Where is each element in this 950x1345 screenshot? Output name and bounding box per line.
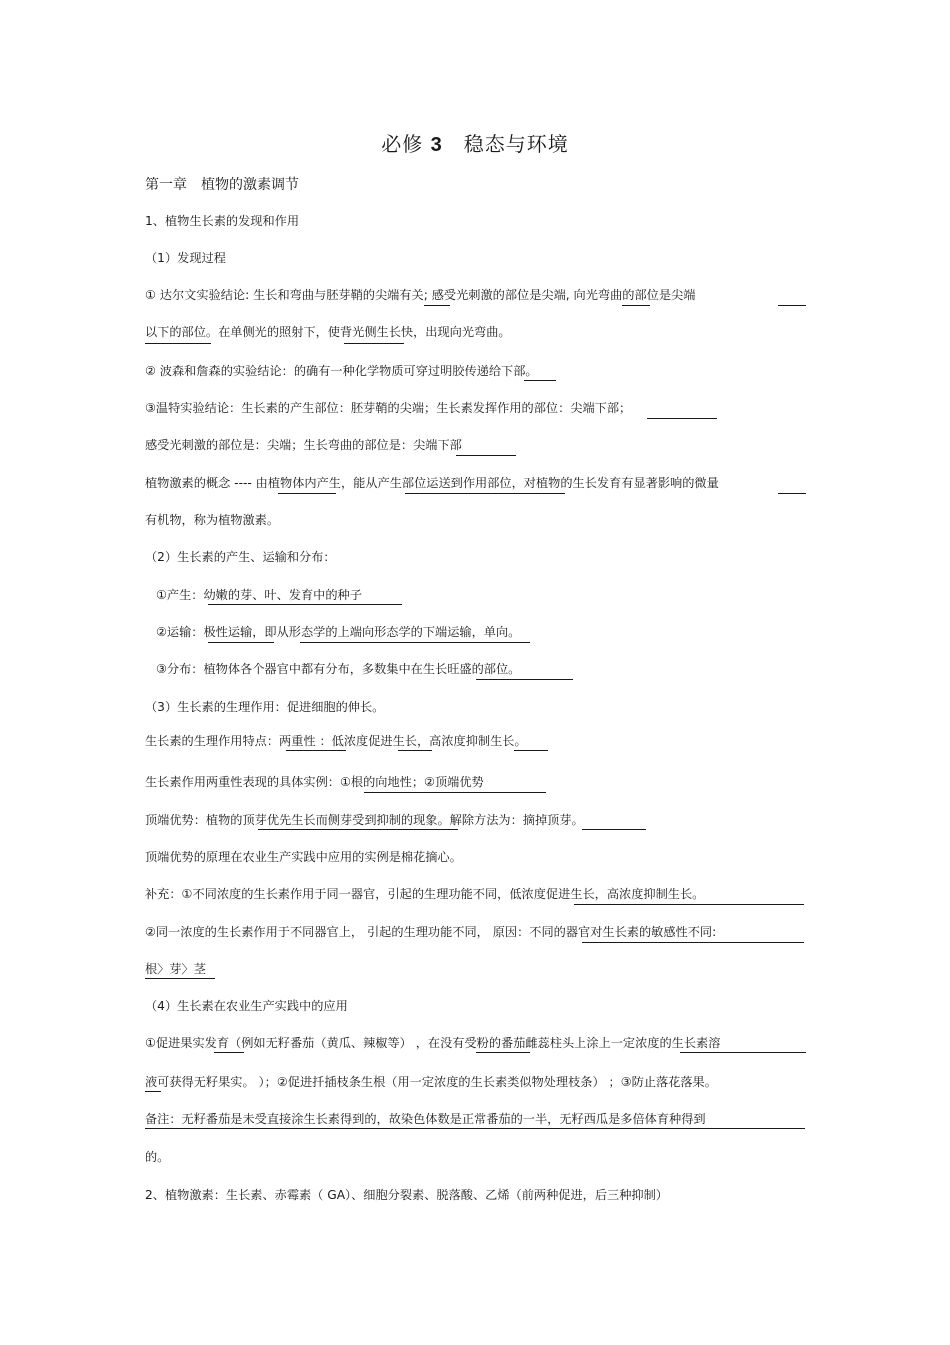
text-line: 顶端优势：植物的顶芽优先生长而侧芽受到抑制的现象。解除方法为：摘掉顶芽。 xyxy=(145,813,584,827)
underline xyxy=(145,1091,161,1092)
underline xyxy=(424,305,450,306)
text-line: ① 达尔文实验结论: 生长和弯曲与胚芽鞘的尖端有关; 感受光刺激的部位是尖端, 向光弯曲的部位是尖端 xyxy=(145,288,696,302)
underline xyxy=(582,942,804,943)
underline xyxy=(208,604,402,605)
underline xyxy=(680,1052,806,1053)
text-line: 液可获得无籽果实。 ）；②促进扦插枝条生根（用一定浓度的生长素类似物处理枝条） ；③防止落花落果。 xyxy=(145,1075,717,1089)
underline xyxy=(456,455,516,456)
title-prefix: 必修 xyxy=(381,132,424,156)
text-line: 2、植物激素：生长素、赤霉素（ GA）、细胞分裂素、脱落酸、乙烯（前两种促进，后三种抑制） xyxy=(145,1188,668,1202)
underline xyxy=(145,978,215,979)
text-line: ①产生：幼嫩的芽、叶、发育中的种子 xyxy=(156,588,362,602)
text-line: 备注：无籽番茄是未受直接涂生长素得到的，故染色体数是正常番茄的一半，无籽西瓜是多倍体育种得到 xyxy=(145,1112,706,1126)
text-line: 生长素作用两重性表现的具体实例：①根的向地性；②顶端优势 xyxy=(145,775,484,789)
text-line: 根〉芽〉茎 xyxy=(145,962,206,976)
text-line: 生长素的生理作用特点：两重性 ：低浓度促进生长，高浓度抑制生长。 xyxy=(145,734,527,748)
text-line: ② 波森和詹森的实验结论：的确有一种化学物质可穿过明胶传递给下部。 xyxy=(145,364,538,378)
text-line: ②同一浓度的生长素作用于不同器官上， 引起的生理功能不同， 原因：不同的器官对生长素的敏感性不同: xyxy=(145,925,717,939)
underline xyxy=(286,750,346,751)
underline xyxy=(524,380,556,381)
underline xyxy=(514,750,548,751)
text-line: （1）发现过程 xyxy=(145,251,226,265)
text-line: （4）生长素在农业生产实践中的应用 xyxy=(145,999,348,1013)
underline xyxy=(574,904,804,905)
title-main: 稳态与环境 xyxy=(463,132,569,156)
underline xyxy=(398,750,432,751)
chapter-heading: 第一章 植物的激素调节 xyxy=(145,177,299,193)
text-line: ③分布：植物体各个器官中都有分布，多数集中在生长旺盛的部位。 xyxy=(156,662,521,676)
text-line: 1、植物生长素的发现和作用 xyxy=(145,214,300,228)
underline xyxy=(476,1052,530,1053)
underline xyxy=(647,418,717,419)
underline xyxy=(344,343,404,344)
text-line: 的。 xyxy=(145,1150,170,1164)
underline xyxy=(300,642,530,643)
underline xyxy=(778,493,806,494)
underline xyxy=(258,829,458,830)
text-line: ①促进果实发育（例如无籽番茄（黄瓜、辣椒等） ，在没有受粉的番茄雌蕊柱头上涂上一定浓度的生长素溶 xyxy=(145,1036,721,1050)
underline xyxy=(208,642,274,643)
text-line: ②运输：极性运输，即从形态学的上端向形态学的下端运输，单向。 xyxy=(156,625,521,639)
text-line: （2）生长素的产生、运输和分布： xyxy=(145,550,336,564)
underline xyxy=(476,679,573,680)
underline xyxy=(145,1128,805,1129)
text-line: 以下的部位。在单侧光的照射下，使背光侧生长快，出现向光弯曲。 xyxy=(145,325,511,339)
underline xyxy=(405,493,565,494)
underline xyxy=(145,343,211,344)
text-line: （3）生长素的生理作用：促进细胞的伸长。 xyxy=(145,700,385,714)
text-line: 植物激素的概念 ---- 由植物体内产生，能从产生部位运送到作用部位，对植物的生长发育有显著影响的微量 xyxy=(145,476,719,490)
text-line: 感受光刺激的部位是：尖端；生长弯曲的部位是：尖端下部 xyxy=(145,438,462,452)
title-number: 3 xyxy=(430,134,443,156)
page-title xyxy=(0,128,950,157)
underline xyxy=(214,1052,244,1053)
underline xyxy=(622,305,650,306)
underline xyxy=(364,792,546,793)
underline xyxy=(582,829,646,830)
text-line: 补充：①不同浓度的生长素作用于同一器官，引起的生理功能不同，低浓度促进生长，高浓度抑制生长。 xyxy=(145,887,705,901)
underline xyxy=(778,305,806,306)
text-line: 有机物，称为植物激素。 xyxy=(145,513,280,527)
underline xyxy=(278,493,336,494)
text-line: ③温特实验结论：生长素的产生部位：胚芽鞘的尖端；生长素发挥作用的部位：尖端下部； xyxy=(145,401,632,415)
text-line: 顶端优势的原理在农业生产实践中应用的实例是棉花摘心。 xyxy=(145,850,462,864)
